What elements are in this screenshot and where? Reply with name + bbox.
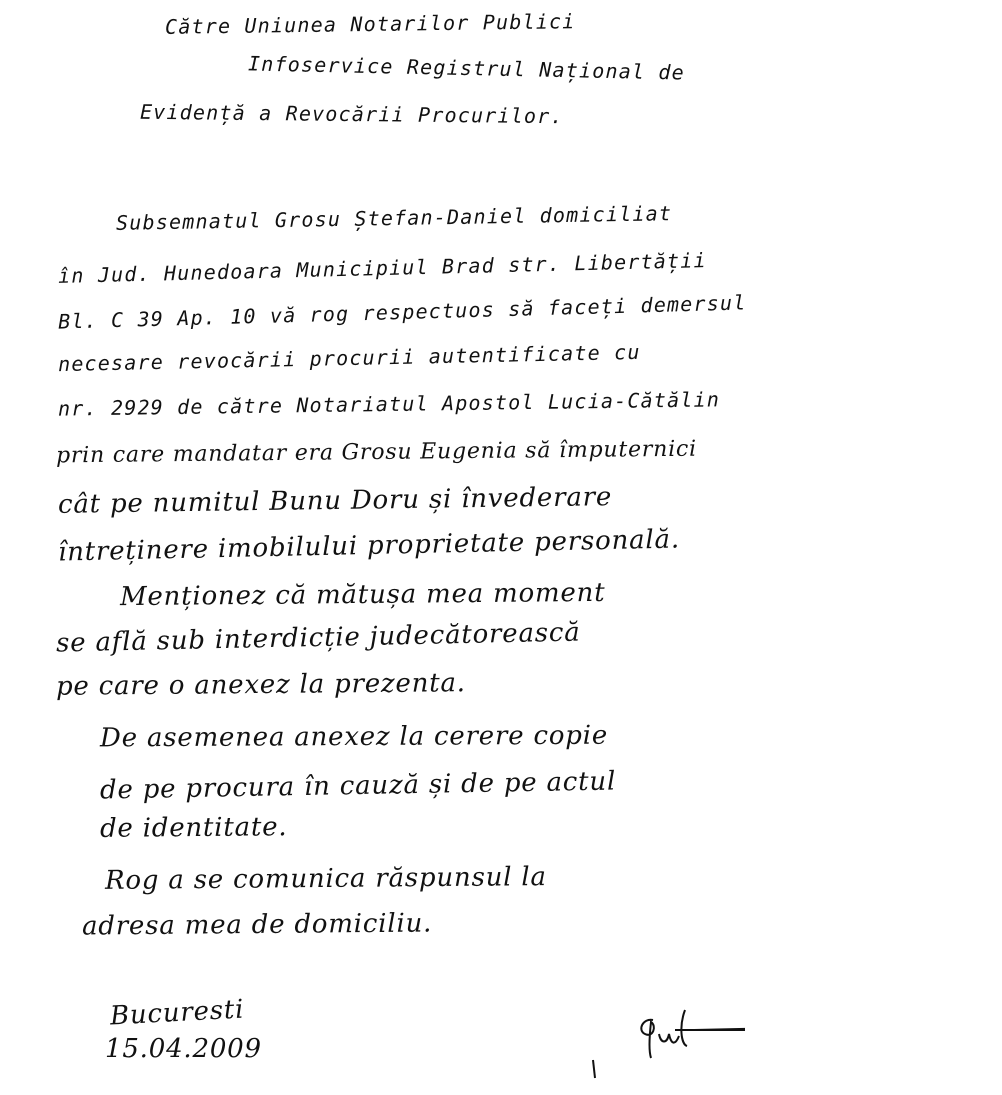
body-line-7: cât pe numitul Bunu Doru și învederare — [57, 482, 613, 520]
signature — [585, 1000, 745, 1090]
date-text: 15.04.2009 — [105, 1034, 262, 1064]
body-line-1: Subsemnatul Grosu Ștefan-Daniel domiciliat — [115, 201, 673, 235]
body-line-2: în Jud. Hunedoara Municipiul Brad str. Libertății — [57, 248, 708, 288]
heading-line-2: Infoservice Registrul Național de — [247, 51, 686, 85]
body-line-15: Rog a se comunica răspunsul la — [104, 862, 547, 896]
body-line-9: Menționez că mătușa mea moment — [119, 577, 606, 613]
body-line-16: adresa mea de domiciliu. — [81, 908, 433, 942]
body-line-11: pe care o anexez la prezenta. — [55, 668, 466, 702]
place-text: Bucuresti — [109, 994, 245, 1032]
body-line-10: se află sub interdicție judecătorească — [55, 617, 581, 659]
body-line-14: de identitate. — [99, 812, 288, 844]
heading-line-1: Către Uniunea Notarilor Publici — [164, 9, 576, 39]
body-line-12: De asemenea anexez la cerere copie — [99, 720, 609, 754]
body-line-8: întreținere imobilului proprietate personală. — [57, 524, 681, 568]
body-line-13: de pe procura în cauză și de pe actul — [99, 766, 617, 806]
body-line-6: prin care mandatar era Grosu Eugenia să împuternici — [55, 436, 698, 469]
body-line-4: necesare revocării procurii autentificate cu — [57, 339, 641, 377]
body-line-5: nr. 2929 de către Notariatul Apostol Lucia-Cătălin — [57, 387, 721, 421]
heading-line-3: Evidență a Revocării Procurilor. — [139, 99, 564, 129]
body-line-3: Bl. C 39 Ap. 10 vă rog respectuos să faceți demersul — [57, 290, 747, 334]
